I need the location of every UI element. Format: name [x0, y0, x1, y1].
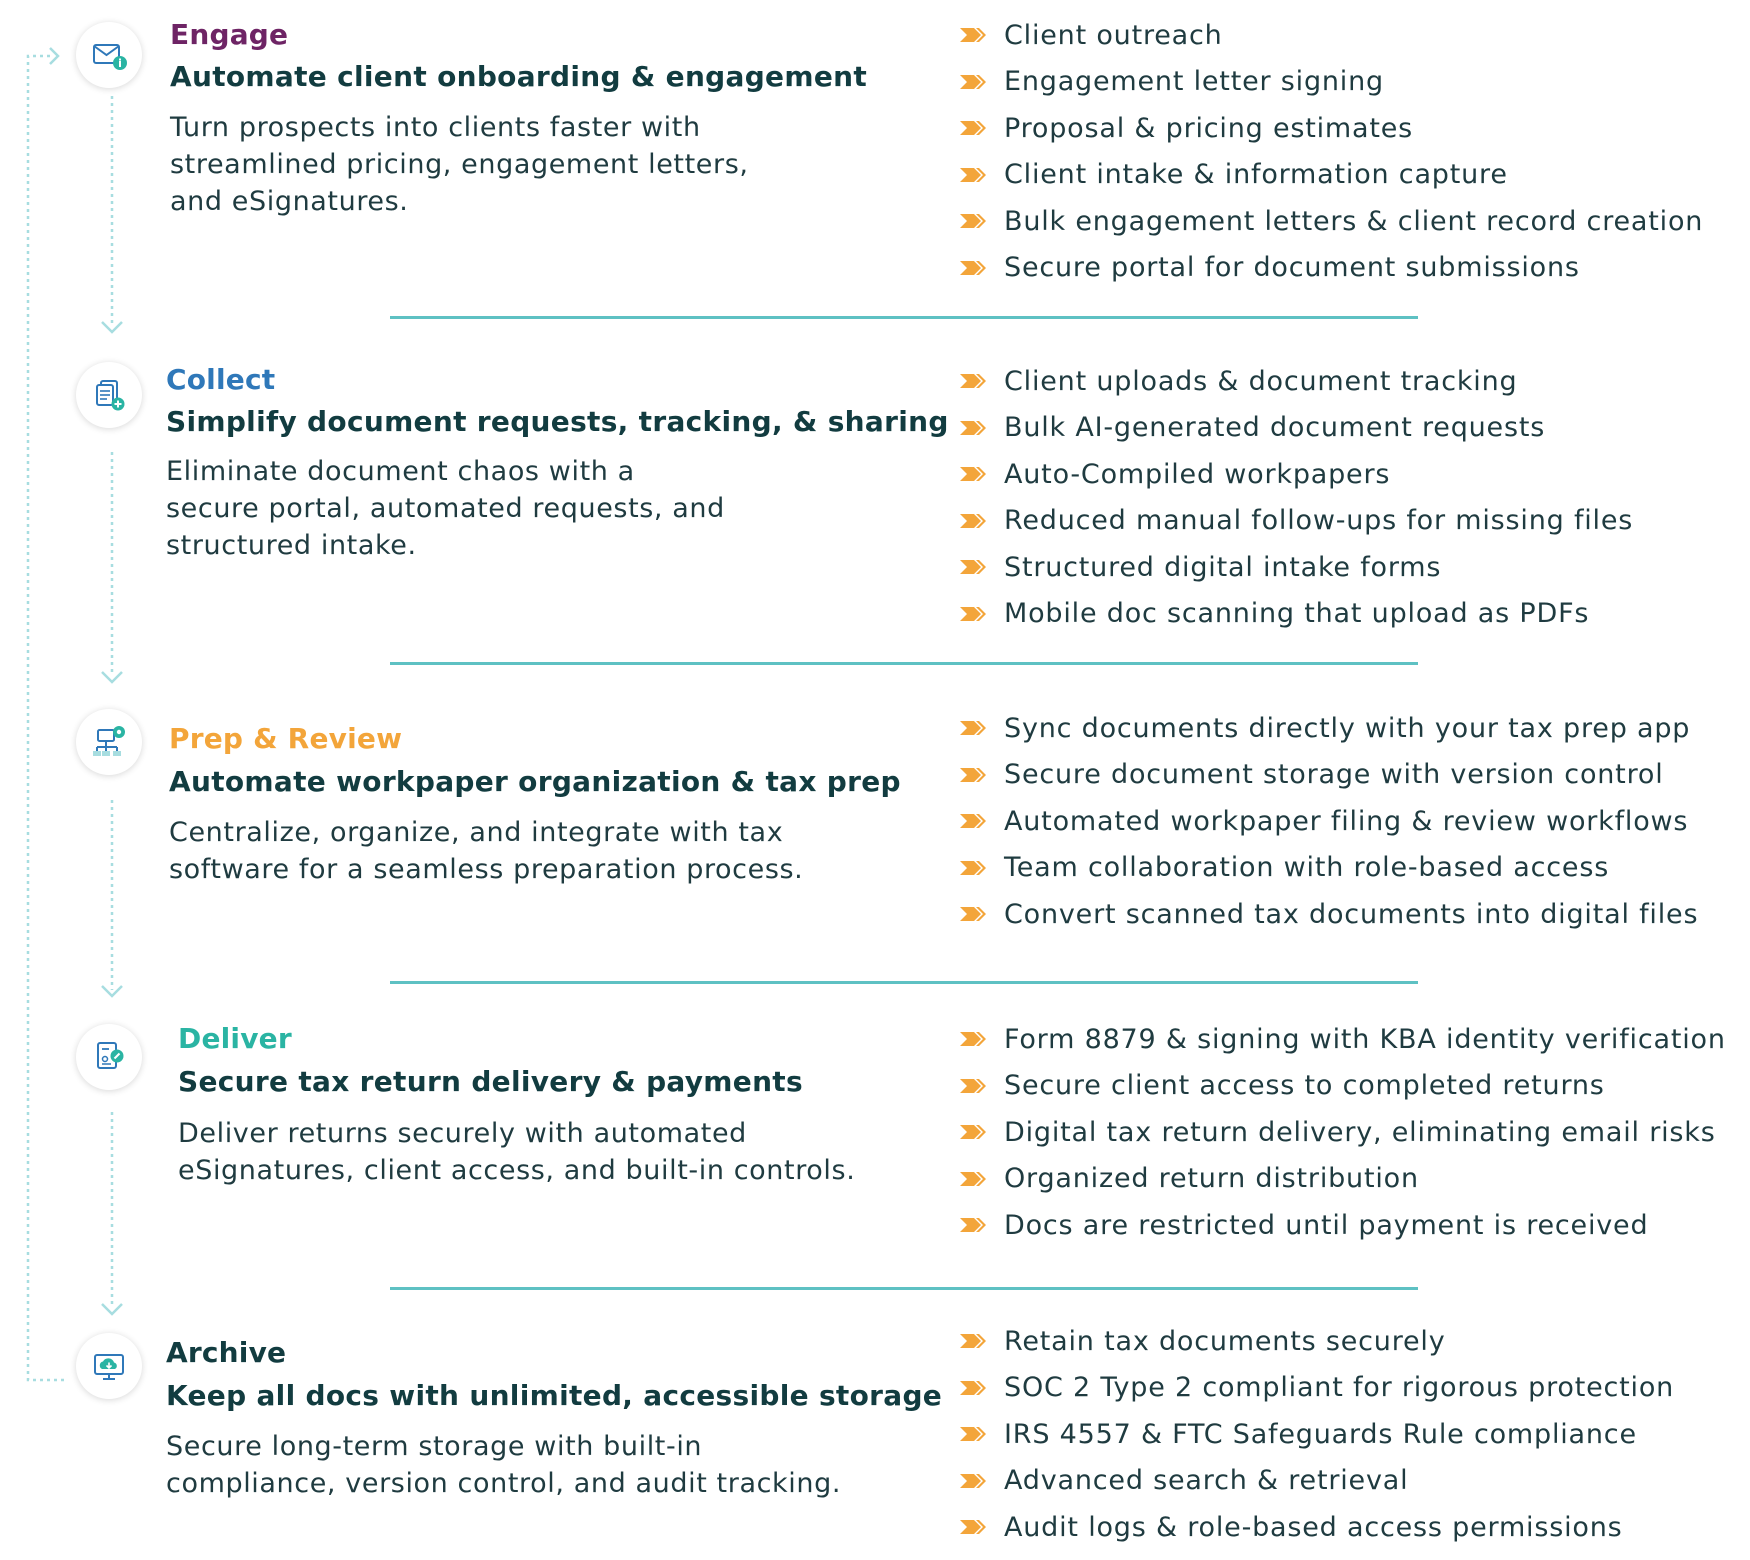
section-divider: [390, 316, 1418, 319]
stage-headline: Automate client onboarding & engagement: [170, 60, 868, 93]
stage-name: Deliver: [178, 1022, 292, 1055]
chevron-right-icon: [960, 1032, 988, 1046]
feature-label: Bulk engagement letters & client record creation: [1004, 205, 1704, 237]
feature-label: Retain tax documents securely: [1004, 1325, 1446, 1357]
stage-description: [169, 814, 803, 888]
feature-label: Bulk AI-generated document requests: [1004, 412, 1546, 444]
desc-line: compliance, version control, and audit tracking.: [166, 1468, 842, 1499]
feature-item: [960, 1016, 1726, 1063]
desc-line: Eliminate document chaos with a: [166, 456, 635, 487]
feature-label: Sync documents directly with your tax prep app: [1004, 712, 1691, 744]
stage-headline: Automate workpaper organization & tax prep: [169, 765, 901, 798]
feature-item: [960, 1458, 1674, 1505]
feature-label: Secure portal for document submissions: [1004, 252, 1580, 284]
feature-label: Engagement letter signing: [1004, 66, 1384, 98]
feature-label: Docs are restricted until payment is received: [1004, 1209, 1649, 1241]
feature-label: Digital tax return delivery, eliminating email risks: [1004, 1116, 1716, 1148]
stage-description: [178, 1115, 855, 1189]
feature-label: Convert scanned tax documents into digital files: [1004, 898, 1699, 930]
feature-item: [960, 1365, 1674, 1412]
feature-label: Client outreach: [1004, 19, 1223, 51]
feature-list: [960, 1016, 1726, 1249]
desc-line: Turn prospects into clients faster with: [170, 112, 701, 143]
feature-label: SOC 2 Type 2 compliant for rigorous protection: [1004, 1372, 1675, 1404]
feature-item: [960, 152, 1703, 199]
feature-label: Client intake & information capture: [1004, 159, 1508, 191]
feature-label: Organized return distribution: [1004, 1163, 1419, 1195]
desc-line: and eSignatures.: [170, 186, 409, 217]
feature-label: Secure client access to completed returns: [1004, 1070, 1605, 1102]
feature-item: [960, 1318, 1674, 1365]
stage-icon-circle: [76, 709, 142, 775]
chevron-right-icon: [960, 374, 988, 388]
feature-label: Structured digital intake forms: [1004, 551, 1442, 583]
chevron-right-icon: [960, 907, 988, 921]
feature-item: [960, 12, 1703, 59]
feature-item: [960, 198, 1703, 245]
chevron-right-icon: [960, 75, 988, 89]
stage-headline: Simplify document requests, tracking, & sharing: [166, 405, 949, 438]
feature-item: [960, 891, 1698, 938]
feature-label: Team collaboration with role-based access: [1004, 852, 1610, 884]
feature-label: Mobile doc scanning that upload as PDFs: [1004, 598, 1590, 630]
chevron-right-icon: [960, 721, 988, 735]
desc-line: streamlined pricing, engagement letters,: [170, 149, 749, 180]
feature-item: [960, 1063, 1726, 1110]
section-divider: [390, 1287, 1418, 1290]
chevron-right-icon: [960, 1172, 988, 1186]
chevron-right-icon: [960, 214, 988, 228]
stage-icon-circle: [76, 1333, 142, 1399]
chevron-right-icon: [960, 1474, 988, 1488]
chevron-right-icon: [960, 768, 988, 782]
feature-label: Secure document storage with version control: [1004, 759, 1664, 791]
section-divider: [390, 662, 1418, 665]
feature-item: [960, 245, 1703, 292]
chevron-right-icon: [960, 1381, 988, 1395]
workflow-settings-icon: [89, 722, 129, 762]
feature-item: [960, 845, 1698, 892]
chevron-right-icon: [960, 121, 988, 135]
chevron-right-icon: [960, 514, 988, 528]
feature-label: Form 8879 & signing with KBA identity verification: [1004, 1023, 1726, 1055]
feature-item: [960, 798, 1698, 845]
feature-item: [960, 1109, 1726, 1156]
desc-line: software for a seamless preparation process.: [169, 854, 804, 885]
chevron-right-icon: [960, 607, 988, 621]
feature-label: Client uploads & document tracking: [1004, 365, 1518, 397]
feature-item: [960, 1156, 1726, 1203]
feature-label: Auto-Compiled workpapers: [1004, 458, 1391, 490]
chevron-right-icon: [960, 1334, 988, 1348]
feature-label: Audit logs & role-based access permissions: [1004, 1511, 1623, 1543]
desc-line: Centralize, organize, and integrate with tax: [169, 817, 784, 848]
feature-label: Reduced manual follow-ups for missing files: [1004, 505, 1634, 537]
chevron-right-icon: [960, 467, 988, 481]
feature-list: [960, 705, 1698, 938]
section-divider: [390, 981, 1418, 984]
feature-item: [960, 1504, 1674, 1551]
cloud-monitor-icon: [89, 1346, 129, 1386]
stage-description: [166, 453, 725, 564]
feature-item: [960, 105, 1703, 152]
chevron-right-icon: [960, 814, 988, 828]
chevron-right-icon: [960, 1079, 988, 1093]
feature-item: [960, 498, 1633, 545]
stage-name: Engage: [170, 18, 289, 51]
chevron-right-icon: [960, 560, 988, 574]
desc-line: secure portal, automated requests, and: [166, 493, 725, 524]
feature-item: [960, 358, 1633, 405]
feature-list: [960, 358, 1633, 637]
feature-item: [960, 705, 1698, 752]
chevron-right-icon: [960, 261, 988, 275]
chevron-right-icon: [960, 1520, 988, 1534]
feature-item: [960, 591, 1633, 638]
chevron-right-icon: [960, 1218, 988, 1232]
chevron-right-icon: [960, 168, 988, 182]
documents-add-icon: [89, 375, 129, 415]
document-check-icon: [89, 1037, 129, 1077]
stage-name: Prep & Review: [169, 722, 403, 755]
feature-item: [960, 451, 1633, 498]
stage-name: Archive: [166, 1336, 287, 1369]
feature-item: [960, 59, 1703, 106]
chevron-right-icon: [960, 1427, 988, 1441]
stage-icon-circle: [76, 1024, 142, 1090]
feature-item: [960, 405, 1633, 452]
stage-headline: Keep all docs with unlimited, accessible storage: [166, 1379, 943, 1412]
stage-icon-circle: [76, 362, 142, 428]
feature-list: [960, 1318, 1674, 1551]
feature-item: [960, 752, 1698, 799]
chevron-right-icon: [960, 861, 988, 875]
stage-headline: Secure tax return delivery & payments: [178, 1065, 803, 1098]
stage-icon-circle: [76, 22, 142, 88]
feature-label: Proposal & pricing estimates: [1004, 112, 1414, 144]
feature-list: [960, 12, 1703, 291]
desc-line: Secure long-term storage with built-in: [166, 1431, 703, 1462]
feature-label: Automated workpaper filing & review workflows: [1004, 805, 1689, 837]
envelope-info-icon: [89, 35, 129, 75]
feature-label: Advanced search & retrieval: [1004, 1465, 1409, 1497]
feature-item: [960, 544, 1633, 591]
feature-item: [960, 1411, 1674, 1458]
desc-line: structured intake.: [166, 530, 417, 561]
stage-description: [170, 109, 749, 220]
chevron-right-icon: [960, 421, 988, 435]
feature-item: [960, 1202, 1726, 1249]
desc-line: eSignatures, client access, and built-in controls.: [178, 1155, 856, 1186]
chevron-right-icon: [960, 28, 988, 42]
stage-description: [166, 1428, 841, 1502]
stage-name: Collect: [166, 363, 276, 396]
feature-label: IRS 4557 & FTC Safeguards Rule compliance: [1004, 1418, 1637, 1450]
chevron-right-icon: [960, 1125, 988, 1139]
desc-line: Deliver returns securely with automated: [178, 1118, 747, 1149]
